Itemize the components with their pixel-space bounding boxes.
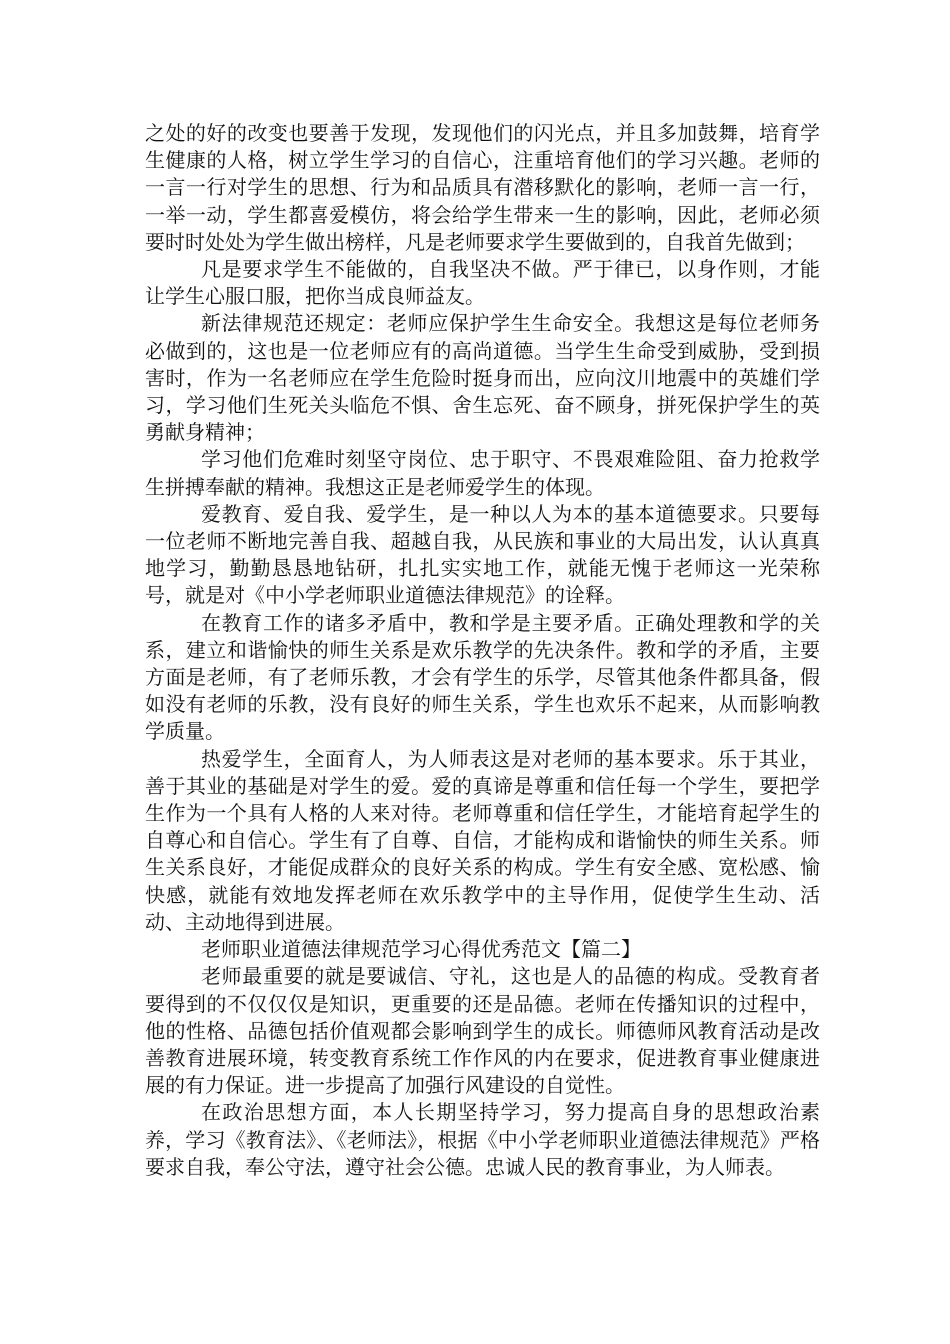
paragraph: 新法律规范还规定：老师应保护学生生命安全。我想这是每位老师务必做到的，这也是一位老师应有的高尚道德。当学生生命受到威胁，受到损害时，作为一名老师应在学生危险时挺身而出，应向汶川地震中的英雄们学习，学习他们生死关头临危不惧、舍生忘死、奋不顾身，拼死保护学生的英勇献身精神； — [145, 311, 820, 445]
paragraph: 在教育工作的诸多矛盾中，教和学是主要矛盾。正确处理教和学的关系，建立和谐愉快的师生关系是欢乐教学的先决条件。教和学的矛盾，主要方面是老师，有了老师乐教，才会有学生的乐学，尽管其他条件都具备，假如没有老师的乐教，没有良好的师生关系，学生也欢乐不起来，从而影响教学质量。 — [145, 610, 820, 744]
section-heading: 老师职业道德法律规范学习心得优秀范文【篇二】 — [201, 937, 641, 962]
paragraph: 爱教育、爱自我、爱学生，是一种以人为本的基本道德要求。只要每一位老师不断地完善自我、超越自我，从民族和事业的大局出发，认认真真地学习，勤勤恳恳地钻研，扎扎实实地工作，就能无愧于老师这一光荣称号，就是对《中小学老师职业道德法律规范》的诠释。 — [145, 501, 820, 608]
paragraph: 之处的好的改变也要善于发现，发现他们的闪光点，并且多加鼓舞，培育学生健康的人格，树立学生学习的自信心，注重培育他们的学习兴趣。老师的一言一行对学生的思想、行为和品质具有潜移默化的影响，老师一言一行，一举一动，学生都喜爱模仿，将会给学生带来一生的影响，因此，老师必须要时时处处为学生做出榜样，凡是老师要求学生要做到的，自我首先做到； — [145, 121, 820, 254]
paragraph: 在政治思想方面，本人长期坚持学习，努力提高自身的思想政治素养，学习《教育法》、《老师法》，根据《中小学老师职业道德法律规范》严格要求自我，奉公守法，遵守社会公德。忠诚人民的教育事业，为人师表。 — [145, 1100, 820, 1179]
paragraph: 老师最重要的就是要诚信、守礼，这也是人的品德的构成。受教育者要得到的不仅仅仅是知识，更重要的还是品德。老师在传播知识的过程中，他的性格、品德包括价值观都会影响到学生的成长。师德师风教育活动是改善教育进展环境，转变教育系统工作作风的内在要求，促进教育事业健康进展的有力保证。进一步提高了加强行风建设的自觉性。 — [145, 964, 820, 1098]
paragraph: 凡是要求学生不能做的，自我坚决不做。严于律已，以身作则，才能让学生心服口服，把你当成良师益友。 — [145, 257, 820, 309]
paragraph: 学习他们危难时刻坚守岗位、忠于职守、不畏艰难险阻、奋力抢救学生拼搏奉献的精神。我想这正是老师爱学生的体现。 — [145, 447, 820, 499]
paragraph: 热爱学生，全面育人，为人师表这是对老师的基本要求。乐于其业，善于其业的基础是对学生的爱。爱的真谛是尊重和信任每一个学生，要把学生作为一个具有人格的人来对待。老师尊重和信任学生，才能培育起学生的自尊心和自信心。学生有了自尊、自信，才能构成和谐愉快的师生关系。师生关系良好，才能促成群众的良好关系的构成。学生有安全感、宽松感、愉快感，就能有效地发挥老师在欢乐教学中的主导作用，促使学生生动、活动、主动地得到进展。 — [145, 746, 820, 934]
document-page — [145, 120, 820, 1181]
